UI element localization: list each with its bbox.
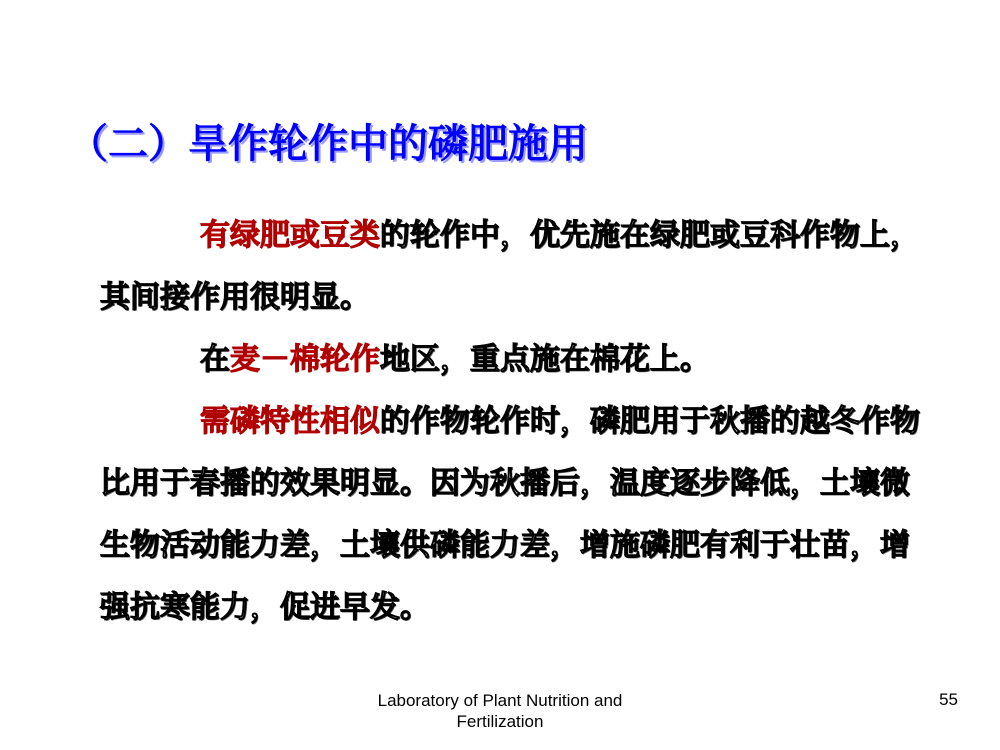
slide-title: （二）旱作轮作中的磷肥施用 [68, 121, 588, 167]
slide-footer: Laboratory of Plant Nutrition and Fertilization [377, 691, 623, 731]
paragraph-text: 地区，重点施在棉花上。 [380, 342, 710, 377]
highlight-green-manure: 有绿肥或豆类 [200, 218, 380, 253]
paragraph-similar-p-demand [100, 391, 920, 639]
paragraph-green-manure [100, 205, 920, 329]
highlight-similar-p-demand: 需磷特性相似 [200, 404, 380, 439]
paragraph-wheat-cotton [100, 329, 920, 391]
paragraph-text: 的作物轮作时，磷肥用于秋播的越冬作物比用于春播的效果明显。因为秋播后，温度逐步降低，土壤微生物活动能力差，土壤供磷能力差，增施磷肥有利于壮苗，增强抗寒能力，促进早发。 [100, 404, 920, 625]
paragraph-text: 的轮作中，优先施在绿肥或豆科作物上，其间接作用很明显。 [100, 218, 920, 315]
slide-body [100, 205, 920, 639]
paragraph-lead-text: 在 [200, 342, 230, 377]
page-number: 55 [939, 690, 958, 709]
highlight-wheat-cotton: 麦－棉轮作 [230, 342, 380, 377]
